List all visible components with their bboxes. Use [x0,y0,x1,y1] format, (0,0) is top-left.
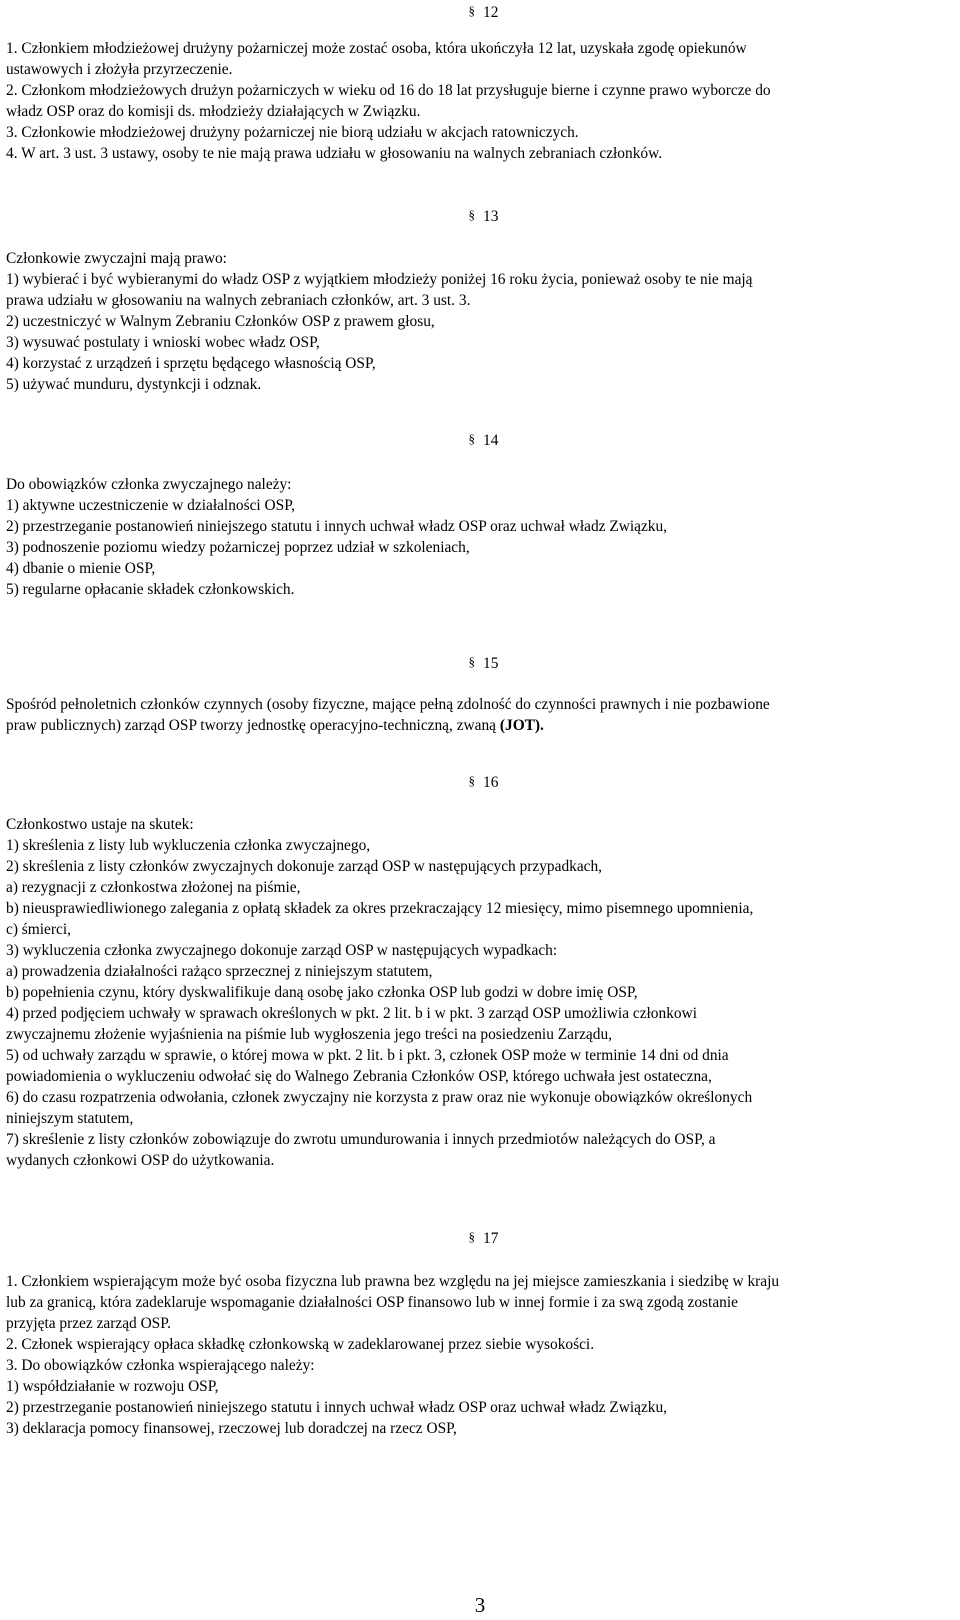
text-line: władz OSP oraz do komisji ds. młodzieży działających w Związku. [6,103,421,120]
text-line: 2) uczestniczyć w Walnym Zebraniu Członków OSP z prawem głosu, [6,313,435,330]
text-line: ustawowych i złożyła przyrzeczenie. [6,61,233,78]
section-body [6,248,931,395]
text-line: 5) regularne opłacanie składek członkowskich. [6,581,295,598]
text-line: 3. Członkowie młodzieżowej drużyny pożarniczej nie biorą udziału w akcjach ratowniczych. [6,124,579,141]
text-line: 4) przed podjęciem uchwały w sprawach określonych w pkt. 2 lit. b i w pkt. 3 zarząd OSP umożliwia członkowi [6,1005,697,1022]
text-line: a) rezygnacji z członkostwa złożonej na piśmie, [6,879,301,896]
section-body [6,38,931,164]
section-heading [6,428,931,449]
section-number: 14 [483,432,499,449]
section-15 [6,651,931,736]
section-number: 17 [483,1230,499,1247]
text-line: b) popełnienia czynu, który dyskwalifikuje daną osobę jako członka OSP lub godzi w dobre imię OSP, [6,984,638,1001]
text-fragment: praw publicznych) zarząd OSP tworzy jednostkę operacyjno-techniczną, zwaną [6,717,497,734]
text-line: 2. Członkom młodzieżowych drużyn pożarniczych w wieku od 16 do 18 lat przysługuje bierne i czynne prawo wyborcze do [6,82,771,99]
paragraph-sign: § [468,773,476,788]
text-line: 5) od uchwały zarządu w sprawie, o której mowa w pkt. 2 lit. b i pkt. 3, członek OSP może w terminie 14 dni od dnia [6,1047,729,1064]
paragraph-sign: § [468,3,476,18]
text-line: 3. Do obowiązków członka wspierającego należy: [6,1357,315,1374]
section-body [6,814,931,1171]
text-line: 1. Członkiem wspierającym może być osoba fizyczna lub prawna bez względu na jej miejsce zamieszkania i siedzibę w kraju [6,1273,780,1290]
text-line: 4) korzystać z urządzeń i sprzętu będącego własnością OSP, [6,355,376,372]
text-line [6,715,931,736]
section-12 [6,0,931,164]
text-line: 1) wybierać i być wybieranymi do władz OSP z wyjątkiem młodzieży poniżej 16 roku życia, ponieważ osoby te nie mają [6,271,753,288]
section-heading [6,204,931,225]
section-17 [6,1226,931,1439]
text-line: 1) współdziałanie w rozwoju OSP, [6,1378,219,1395]
section-13 [6,204,931,395]
text-line: 5) używać munduru, dystynkcji i odznak. [6,376,262,393]
section-body [6,474,931,600]
text-line: 3) deklaracja pomocy finansowej, rzeczowej lub doradczej na rzecz OSP, [6,1420,457,1437]
section-body [6,1271,931,1439]
text-line: niniejszym statutem, [6,1110,134,1127]
text-line: 2) przestrzeganie postanowień niniejszego statutu i innych uchwał władz OSP oraz uchwał władz Związku, [6,518,668,535]
text-line: 2) skreślenia z listy członków zwyczajnych dokonuje zarząd OSP w następujących przypadkach, [6,858,603,875]
paragraph-sign: § [468,207,476,222]
paragraph-sign: § [468,654,476,669]
text-line: 2) przestrzeganie postanowień niniejszego statutu i innych uchwał władz OSP oraz uchwał władz Związku, [6,1399,668,1416]
text-line: 3) wysuwać postulaty i wnioski wobec władz OSP, [6,334,320,351]
text-line: Członkowie zwyczajni mają prawo: [6,250,227,267]
text-line: 3) wykluczenia członka zwyczajnego dokonuje zarząd OSP w następujących wypadkach: [6,942,558,959]
section-16 [6,770,931,1171]
text-line: zwyczajnemu złożenie wyjaśnienia na piśmie lub wygłoszenia jego treści na posiedzeniu Zarządu, [6,1026,612,1043]
section-heading [6,651,931,672]
text-line: Spośród pełnoletnich członków czynnych (osoby fizyczne, mające pełną zdolność do czynności prawnych i nie pozbawione [6,696,770,713]
bold-abbreviation: (JOT). [499,717,544,734]
section-heading [6,1226,931,1247]
section-number: 16 [483,774,499,791]
text-line: b) nieusprawiedliwionego zalegania z opłatą składek za okres przekraczający 12 miesięcy, mimo pisemnego upomnienia, [6,900,754,917]
text-line: Do obowiązków członka zwyczajnego należy: [6,476,292,493]
text-line: Członkostwo ustaje na skutek: [6,816,194,833]
text-line: 1. Członkiem młodzieżowej drużyny pożarniczej może zostać osoba, która ukończyła 12 lat, uzyskała zgodę opiekunów [6,40,747,57]
section-heading [6,770,931,791]
text-line: 7) skreślenie z listy członków zobowiązuje do zwrotu umundurowania i innych przedmiotów należących do OSP, a [6,1131,716,1148]
section-number: 13 [483,208,499,225]
text-line: prawa udziału w głosowaniu na walnych zebraniach członków, art. 3 ust. 3. [6,292,471,309]
text-line: wydanych członkowi OSP do użytkowania. [6,1152,275,1169]
text-line: 3) podnoszenie poziomu wiedzy pożarniczej poprzez udział w szkoleniach, [6,539,470,556]
paragraph-sign: § [468,431,476,446]
page-number: 3 [474,1593,486,1617]
text-line: 4) dbanie o mienie OSP, [6,560,156,577]
text-line: powiadomienia o wykluczeniu odwołać się do Walnego Zebrania Członków OSP, którego uchwała jest ostateczna, [6,1068,712,1085]
text-line: lub za granicą, która zadeklaruje wspomaganie działalności OSP finansowo lub w innej formie i za swą zgodą zostanie [6,1294,738,1311]
section-number: 12 [483,4,499,21]
text-line: 6) do czasu rozpatrzenia odwołania, członek zwyczajny nie korzysta z praw oraz nie wykonuje obowiązków określonych [6,1089,753,1106]
section-body [6,694,931,736]
section-number: 15 [483,655,499,672]
paragraph-sign: § [468,1229,476,1244]
text-line: 2. Członek wspierający opłaca składkę członkowską w zadeklarowanej przez siebie wysokości. [6,1336,595,1353]
section-heading [6,0,931,21]
text-line: a) prowadzenia działalności rażąco sprzecznej z niniejszym statutem, [6,963,433,980]
text-line: 1) skreślenia z listy lub wykluczenia członka zwyczajnego, [6,837,371,854]
text-line: przyjęta przez zarząd OSP. [6,1315,171,1332]
text-line: c) śmierci, [6,921,71,938]
text-line: 1) aktywne uczestniczenie w działalności OSP, [6,497,295,514]
text-line: 4. W art. 3 ust. 3 ustawy, osoby te nie mają prawa udziału w głosowaniu na walnych zebraniach członków. [6,145,663,162]
section-14 [6,428,931,600]
